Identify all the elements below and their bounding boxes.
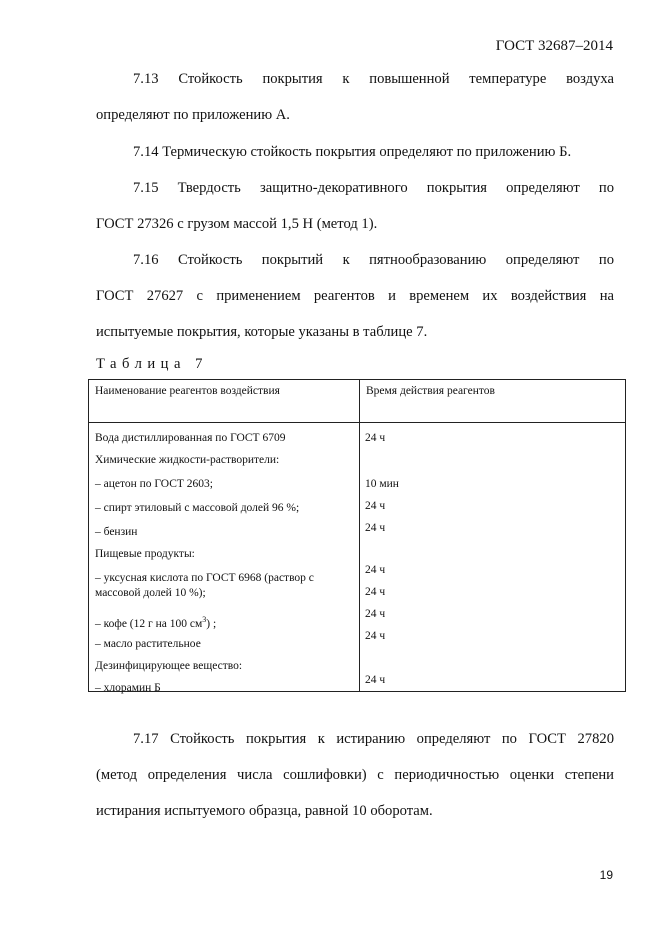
time-value: 24 ч [365,522,386,534]
table-caption: Таблица 7 [96,356,208,372]
reagents-table [88,379,626,692]
para-7-17-line3: истирания испытуемого образца, равной 10 оборотам. [96,803,433,819]
reagent-line: Вода дистиллированная по ГОСТ 6709 [95,432,286,444]
para-7-13-line1: 7.13 Стойкость покрытия к повышенной температуре воздуха [133,71,614,87]
reagent-line: Пищевые продукты: [95,548,195,560]
table-header-row [89,380,626,423]
para-7-17-line1: 7.17 Стойкость покрытия к истиранию определяют по ГОСТ 27820 [133,731,614,747]
page-number: 19 [599,868,613,882]
para-7-16-line3: испытуемые покрытия, которые указаны в таблице 7. [96,324,428,340]
reagent-line: – бензин [95,526,138,538]
reagents-cell [89,423,360,692]
header-reagents: Наименование реагентов воздействия [89,380,360,423]
time-value: 24 ч [365,608,386,620]
reagent-line: – хлорамин Б [95,682,161,694]
time-value: 24 ч [365,564,386,576]
para-7-16-line1: 7.16 Стойкость покрытий к пятнообразованию определяют по [133,252,614,268]
superscript-3: 3 [202,615,207,624]
time-value: 24 ч [365,500,386,512]
time-value: 24 ч [365,674,386,686]
time-value: 24 ч [365,432,386,444]
para-7-15-line2: ГОСТ 27326 с грузом массой 1,5 Н (метод 1). [96,216,378,232]
reagent-line: – спирт этиловый с массовой долей 96 %; [95,502,300,514]
para-7-17-line2: (метод определения числа сошлифовки) с периодичностью оценки степени [96,767,614,783]
header-time: Время действия реагентов [360,380,626,423]
document-code: ГОСТ 32687–2014 [495,38,613,54]
time-value: 24 ч [365,586,386,598]
reagent-line: Дезинфицирующее вещество: [95,660,243,672]
reagent-line: Химические жидкости-растворители: [95,454,280,466]
para-7-14: 7.14 Термическую стойкость покрытия определяют по приложению Б. [133,144,572,160]
para-7-16-line2: ГОСТ 27627 с применением реагентов и временем их воздействия на [96,288,614,304]
times-cell [360,423,626,692]
reagent-line: – масло растительное [95,638,201,650]
time-value: 24 ч [365,630,386,642]
reagent-line: массовой долей 10 %); [95,587,206,599]
time-value: 10 мин [365,478,399,490]
para-7-13-line2: определяют по приложению А. [96,107,290,123]
table-row [89,423,626,692]
reagent-line-coffee: – кофе (12 г на 100 $см^3$) ; [95,615,217,630]
reagent-line: – ацетон по ГОСТ 2603; [95,478,213,490]
para-7-15-line1: 7.15 Твердость защитно-декоративного покрытия определяют по [133,180,614,196]
reagent-line: – уксусная кислота по ГОСТ 6968 (раствор с [95,572,314,584]
